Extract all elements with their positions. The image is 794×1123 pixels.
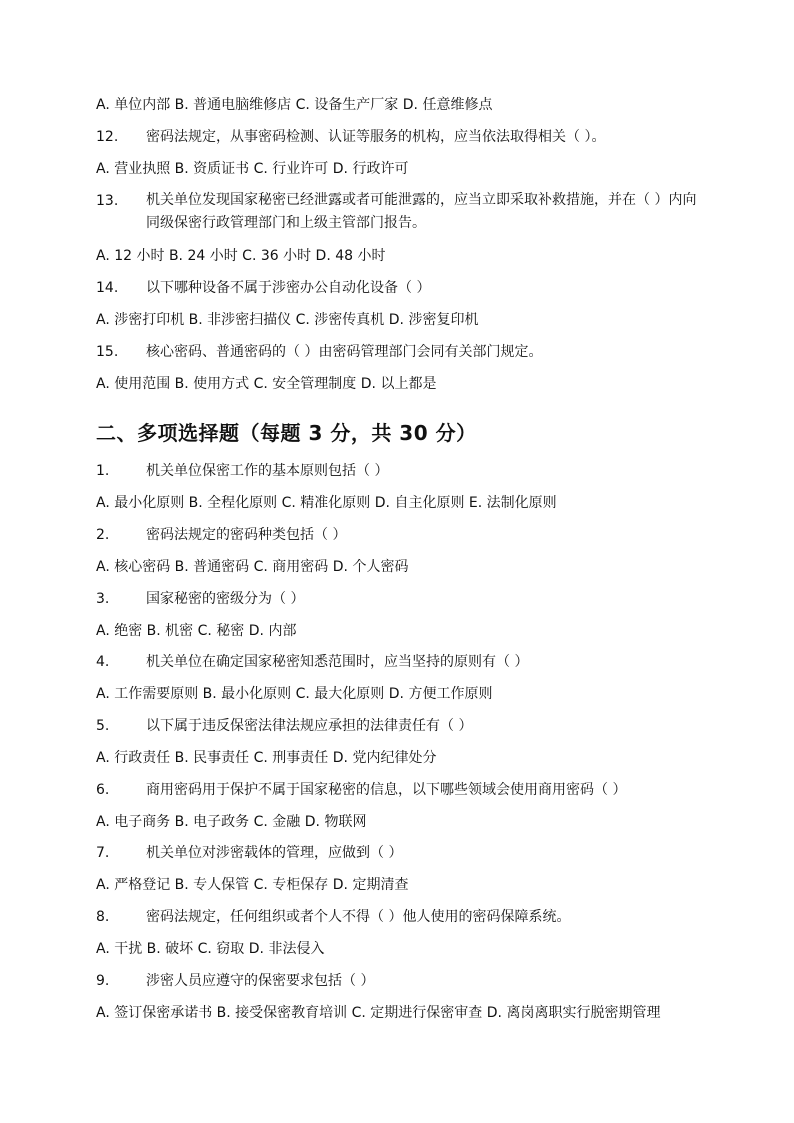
answer-options: A. 绝密 B. 机密 C. 秘密 D. 内部 bbox=[96, 623, 297, 639]
question-text: 机关单位发现国家秘密已经泄露或者可能泄露的，应当立即采取补救措施，并在（ ）内向同级保密行政管理部门和上级主管部门报告。 bbox=[146, 192, 697, 231]
question-text: 密码法规定的密码种类包括（ ） bbox=[146, 527, 347, 543]
answer-options: A. 签订保密承诺书 B. 接受保密教育培训 C. 定期进行保密审查 D. 离岗离职实行脱密期管理 bbox=[96, 1005, 661, 1021]
answer-options: A. 电子商务 B. 电子政务 C. 金融 D. 物联网 bbox=[96, 814, 367, 830]
answer-options: A. 干扰 B. 破坏 C. 窃取 D. 非法侵入 bbox=[96, 941, 325, 957]
question-text: 以下属于违反保密法律法规应承担的法律责任有（ ） bbox=[146, 718, 473, 734]
question-number: 14. bbox=[96, 280, 119, 296]
question-number: 15. bbox=[96, 344, 119, 360]
question-number: 3. bbox=[96, 591, 110, 607]
answer-options: A. 严格登记 B. 专人保管 C. 专柜保存 D. 定期清查 bbox=[96, 877, 409, 893]
question-text: 国家秘密的密级分为（ ） bbox=[146, 591, 305, 607]
question-text: 涉密人员应遵守的保密要求包括（ ） bbox=[146, 973, 375, 989]
question-number: 4. bbox=[96, 654, 110, 670]
answer-options: A. 核心密码 B. 普通密码 C. 商用密码 D. 个人密码 bbox=[96, 559, 409, 575]
answer-options: A. 涉密打印机 B. 非涉密扫描仪 C. 涉密传真机 D. 涉密复印机 bbox=[96, 312, 479, 328]
answer-options: A. 最小化原则 B. 全程化原则 C. 精准化原则 D. 自主化原则 E. 法制化原则 bbox=[96, 495, 557, 511]
question-text: 以下哪种设备不属于涉密办公自动化设备（ ） bbox=[146, 280, 431, 296]
question-number: 6. bbox=[96, 782, 110, 798]
question-text: 核心密码、普通密码的（ ）由密码管理部门会同有关部门规定。 bbox=[146, 344, 543, 360]
answer-options: A. 营业执照 B. 资质证书 C. 行业许可 D. 行政许可 bbox=[96, 161, 409, 177]
question-number: 2. bbox=[96, 527, 110, 543]
answer-options: A. 工作需要原则 B. 最小化原则 C. 最大化原则 D. 方便工作原则 bbox=[96, 686, 493, 702]
question-number: 5. bbox=[96, 718, 110, 734]
answer-options: A. 单位内部 B. 普通电脑维修店 C. 设备生产厂家 D. 任意维修点 bbox=[96, 97, 493, 113]
question-number: 1. bbox=[96, 463, 110, 479]
question-text: 机关单位保密工作的基本原则包括（ ） bbox=[146, 463, 389, 479]
question-number: 12. bbox=[96, 129, 119, 145]
question-text: 机关单位对涉密载体的管理，应做到（ ） bbox=[146, 845, 403, 861]
question-text: 密码法规定，从事密码检测、认证等服务的机构，应当依法取得相关（ ）。 bbox=[146, 129, 606, 145]
question-number: 7. bbox=[96, 845, 110, 861]
answer-options: A. 使用范围 B. 使用方式 C. 安全管理制度 D. 以上都是 bbox=[96, 376, 437, 392]
question-text: 机关单位在确定国家秘密知悉范围时，应当坚持的原则有（ ） bbox=[146, 654, 529, 670]
answer-options: A. 行政责任 B. 民事责任 C. 刑事责任 D. 党内纪律处分 bbox=[96, 750, 437, 766]
question-number: 8. bbox=[96, 909, 110, 925]
answer-options: A. 12 小时 B. 24 小时 C. 36 小时 D. 48 小时 bbox=[96, 248, 386, 264]
section-title: 二、多项选择题（每题 3 分，共 30 分） bbox=[96, 421, 477, 445]
question-number: 9. bbox=[96, 973, 110, 989]
question-text: 商用密码用于保护不属于国家秘密的信息，以下哪些领域会使用商用密码（ ） bbox=[146, 782, 627, 798]
question-text: 密码法规定，任何组织或者个人不得（ ）他人使用的密码保障系统。 bbox=[146, 909, 571, 925]
question-number: 13. bbox=[96, 193, 119, 209]
